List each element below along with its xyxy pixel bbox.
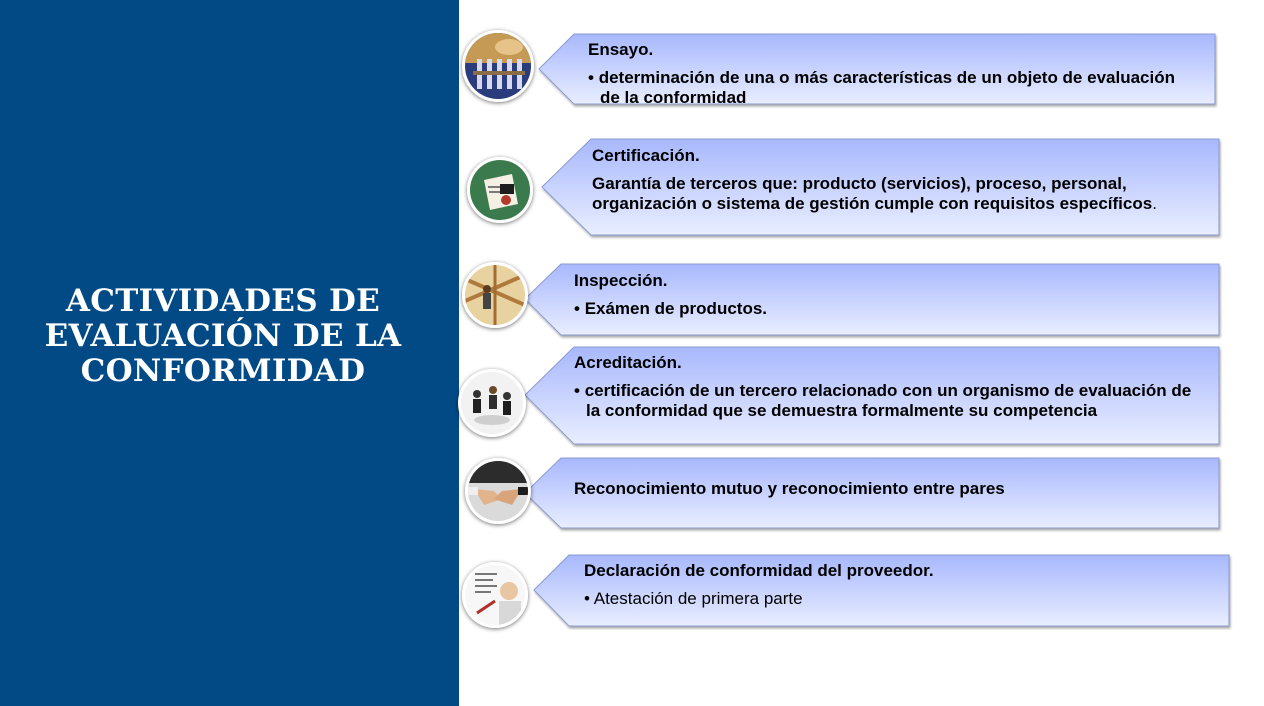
business-meeting-icon bbox=[458, 369, 526, 437]
item-heading: Reconocimiento mutuo y reconocimiento entre pares bbox=[574, 479, 1005, 498]
item-heading: Declaración de conformidad del proveedor. bbox=[584, 561, 934, 580]
item-text: determinación de una o más características de un objeto de evaluación de la conformidad bbox=[598, 68, 1175, 107]
supplier-document-icon bbox=[462, 562, 528, 628]
item-heading: Inspección. bbox=[574, 271, 668, 290]
bullet-dot: • bbox=[574, 381, 585, 400]
item-inspeccion bbox=[524, 263, 1223, 340]
item-reconocimiento bbox=[524, 457, 1223, 533]
item-text: Exámen de productos. bbox=[584, 299, 768, 318]
item-text-end: . bbox=[1152, 194, 1157, 213]
item-text: Garantía de terceros que: producto (servicios), proceso, personal, organización o sistema de gestión cumple con requisitos específicos bbox=[592, 174, 1153, 213]
bullet-dot: • bbox=[588, 68, 599, 87]
bullet-dot: • bbox=[574, 299, 585, 318]
lab-test-tubes-icon bbox=[462, 30, 534, 102]
item-acreditacion bbox=[524, 346, 1223, 449]
item-text: Atestación de primera parte bbox=[593, 589, 803, 608]
item-heading: Acreditación. bbox=[574, 353, 682, 372]
item-text: certificación de un tercero relacionado con un organismo de evaluación de la conformidad que se demuestra formalmente su competencia bbox=[584, 381, 1192, 420]
construction-worker-icon bbox=[462, 262, 528, 328]
slide-title: ACTIVIDADES DE EVALUACIÓN DE LA CONFORMIDAD bbox=[44, 283, 402, 389]
left-panel bbox=[0, 0, 459, 706]
item-declaracion bbox=[533, 554, 1233, 630]
certificate-document-icon bbox=[467, 157, 533, 223]
handshake-icon bbox=[465, 458, 531, 524]
item-heading: Certificación. bbox=[592, 146, 700, 165]
item-ensayo bbox=[538, 33, 1218, 109]
item-certificacion bbox=[541, 138, 1223, 240]
item-heading: Ensayo. bbox=[588, 40, 654, 59]
bullet-dot: • bbox=[584, 589, 594, 608]
